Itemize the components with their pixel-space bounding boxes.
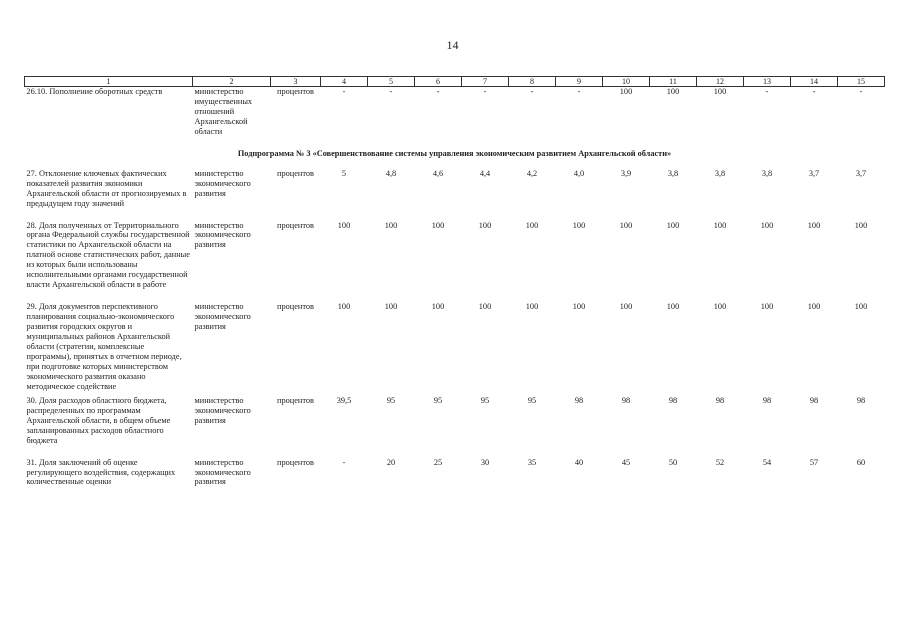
indicator-name: 28. Доля полученных от Территориального органа Федеральной службы государственной статистики по Архангельской области на платной основе статистических работ, данные из которых были использованы исполнительными органами государственной власти Архангельской области в работе: [26, 220, 190, 290]
section-row: [25, 141, 885, 169]
indicator-value: 100: [666, 220, 680, 230]
indicator-value: 25: [433, 457, 443, 467]
column-header: 5: [368, 77, 415, 87]
indicator-value: 100: [431, 302, 445, 312]
indicators-table: [24, 76, 885, 487]
indicator-executor: министерство экономического развития: [194, 168, 251, 198]
column-header: 6: [415, 77, 462, 87]
indicator-value: 100: [384, 220, 398, 230]
indicator-value: 98: [762, 395, 772, 405]
indicator-value: 100: [525, 220, 539, 230]
indicator-name: 26.10. Пополнение оборотных средств: [26, 87, 163, 96]
indicator-value: 4,2: [526, 168, 538, 178]
indicator-value: 57: [809, 457, 819, 467]
indicator-value: -: [765, 87, 769, 96]
indicator-value: 98: [621, 395, 631, 405]
indicator-name: 27. Отклонение ключевых фактических показателей развития экономики Архангельской области от прогнозируемых в предыдущем году значений: [26, 168, 187, 208]
indicator-value: -: [342, 457, 346, 467]
indicator-value: 98: [668, 395, 678, 405]
indicator-value: 30: [480, 457, 490, 467]
indicator-unit: процентов: [277, 220, 314, 230]
indicator-value: 95: [386, 395, 396, 405]
indicator-value: 100: [854, 302, 868, 312]
indicator-value: 100: [713, 87, 727, 96]
column-header: 13: [744, 77, 791, 87]
indicator-name: 29. Доля документов перспективного планирования социально-экономического развития городских округов и муниципальных районов Архангельской области (стратегии, комплексные программы), принятых в отчетном периоде, при подготовке которых министерством экономического развития оказано методическое содействие: [26, 302, 182, 391]
indicator-value: 4,0: [573, 168, 585, 178]
column-header: 14: [791, 77, 838, 87]
column-header: 7: [462, 77, 509, 87]
indicator-executor: министерство экономического развития: [194, 395, 251, 425]
indicator-value: 5: [341, 168, 347, 178]
indicator-value: 4,4: [479, 168, 491, 178]
table-row: [25, 302, 885, 396]
indicator-value: 100: [478, 220, 492, 230]
indicator-value: -: [530, 87, 534, 96]
indicator-value: 3,9: [620, 168, 632, 178]
indicator-value: 45: [621, 457, 631, 467]
indicator-value: 39,5: [336, 395, 352, 405]
indicator-executor: министерство экономического развития: [194, 302, 251, 332]
indicator-value: 40: [574, 457, 584, 467]
table-header: [25, 77, 885, 87]
indicator-value: 100: [619, 302, 633, 312]
indicator-value: 100: [337, 220, 351, 230]
column-header: 10: [603, 77, 650, 87]
indicator-value: 98: [715, 395, 725, 405]
indicator-value: -: [812, 87, 816, 96]
indicator-value: 100: [666, 87, 680, 96]
indicator-value: 3,8: [761, 168, 773, 178]
table-row: [25, 458, 885, 488]
indicator-value: 20: [386, 457, 396, 467]
indicator-value: 98: [574, 395, 584, 405]
indicator-unit: процентов: [277, 457, 314, 467]
indicator-value: 3,7: [855, 168, 867, 178]
indicator-value: -: [483, 87, 487, 96]
indicator-value: 54: [762, 457, 772, 467]
column-header: 4: [321, 77, 368, 87]
table-row: [25, 396, 885, 458]
indicator-value: -: [342, 87, 346, 96]
indicator-value: 100: [619, 87, 633, 96]
column-header: 8: [509, 77, 556, 87]
indicator-value: 100: [666, 302, 680, 312]
column-header: 9: [556, 77, 603, 87]
indicator-value: 4,8: [385, 168, 397, 178]
indicator-value: 50: [668, 457, 678, 467]
indicator-name: 30. Доля расходов областного бюджета, распределенных по программам Архангельской области, в общем объеме запланированных расходов областного бюджета: [26, 395, 171, 445]
indicator-value: 95: [480, 395, 490, 405]
section-title: Подпрограмма № 3 «Совершенствование системы управления экономическим развитием Архангельской области»: [237, 148, 672, 158]
indicator-value: 100: [760, 220, 774, 230]
indicator-value: 100: [760, 302, 774, 312]
indicator-value: 100: [713, 220, 727, 230]
column-header: 11: [650, 77, 697, 87]
indicator-value: 100: [854, 220, 868, 230]
indicator-value: 3,7: [808, 168, 820, 178]
indicator-value: -: [436, 87, 440, 96]
indicator-value: 98: [809, 395, 819, 405]
page-number: 14: [446, 38, 459, 52]
indicator-value: 100: [572, 220, 586, 230]
table-body: [25, 87, 885, 488]
indicator-value: 98: [856, 395, 866, 405]
indicator-value: 3,8: [714, 168, 726, 178]
indicator-value: 100: [713, 302, 727, 312]
indicator-value: 100: [384, 302, 398, 312]
indicator-value: 100: [337, 302, 351, 312]
indicator-value: 60: [856, 457, 866, 467]
indicator-unit: процентов: [277, 168, 314, 178]
indicator-value: 3,8: [667, 168, 679, 178]
indicator-value: 35: [527, 457, 537, 467]
indicator-value: 100: [525, 302, 539, 312]
column-header: 12: [697, 77, 744, 87]
table-row: [25, 221, 885, 303]
indicator-value: 95: [527, 395, 537, 405]
indicator-name: 31. Доля заключений об оценке регулирующего воздействия, содержащих количественные оценки: [26, 457, 176, 487]
column-header: 15: [838, 77, 885, 87]
indicator-unit: процентов: [277, 87, 314, 96]
indicator-value: 100: [807, 302, 821, 312]
indicator-value: 95: [433, 395, 443, 405]
column-header: 1: [25, 77, 193, 87]
indicator-executor: министерство экономического развития: [194, 457, 251, 487]
table-row: [25, 87, 885, 141]
indicator-unit: процентов: [277, 395, 314, 405]
indicator-value: 52: [715, 457, 725, 467]
indicator-executor: министерство экономического развития: [194, 220, 251, 250]
indicator-value: 100: [807, 220, 821, 230]
indicator-value: 4,6: [432, 168, 444, 178]
indicator-value: 100: [478, 302, 492, 312]
indicator-executor: министерство имущественных отношений Архангельской области: [194, 87, 253, 136]
indicator-value: 100: [431, 220, 445, 230]
indicator-value: 100: [619, 220, 633, 230]
indicator-unit: процентов: [277, 302, 314, 312]
indicator-value: -: [577, 87, 581, 96]
column-header: 3: [271, 77, 321, 87]
table-row: [25, 169, 885, 221]
column-header: 2: [193, 77, 271, 87]
indicator-value: 100: [572, 302, 586, 312]
indicator-value: -: [859, 87, 863, 96]
indicator-value: -: [389, 87, 393, 96]
